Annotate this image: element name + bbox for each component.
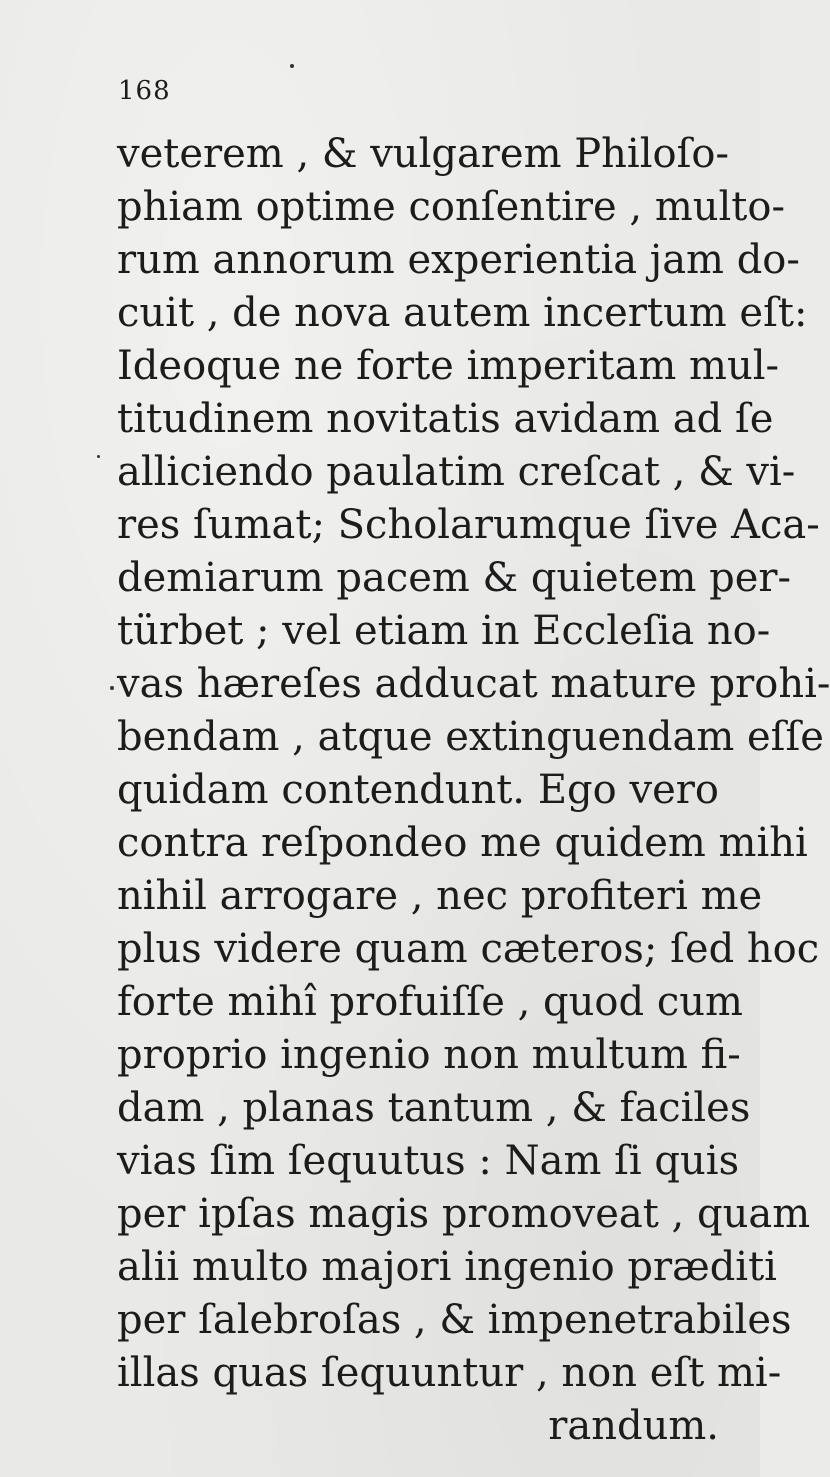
text-line: rum annorum experientia jam do- — [117, 237, 800, 283]
ink-speck — [97, 455, 100, 458]
text-line: vas hæreſes adducat mature prohi- — [117, 661, 830, 707]
text-line: nihil arrogare , nec profiteri me — [117, 873, 763, 919]
text-line: plus videre quam cæteros; ſed hoc — [117, 926, 820, 972]
text-line: proprio ingenio non multum fi- — [117, 1032, 741, 1078]
ink-speck — [290, 64, 294, 68]
text-line: per ipſas magis promoveat , quam — [117, 1191, 811, 1237]
text-line: alliciendo paulatim creſcat , & vi- — [117, 449, 796, 495]
text-line: türbet ; vel etiam in Eccleſia no- — [117, 608, 771, 654]
ink-speck — [110, 686, 114, 690]
text-line-final: randum. — [548, 1403, 719, 1449]
text-line: demiarum pacem & quietem per- — [117, 555, 792, 601]
text-line: titudinem novitatis avidam ad ſe — [117, 396, 774, 442]
text-line: veterem , & vulgarem Philoſo- — [117, 131, 729, 177]
text-line: dam , planas tantum , & faciles — [117, 1085, 751, 1131]
text-line: per ſalebroſas , & impenetrabiles — [117, 1297, 792, 1343]
text-line: phiam optime conſentire , multo- — [117, 184, 785, 230]
text-line: quidam contendunt. Ego vero — [117, 767, 719, 813]
text-line: vias ſim ſequutus : Nam ſi quis — [117, 1138, 740, 1184]
text-line: alii multo majori ingenio præditi — [117, 1244, 777, 1290]
text-line: res ſumat; Scholarumque ſive Aca- — [117, 502, 820, 548]
body-text — [117, 128, 830, 1453]
page-number: 168 — [118, 76, 171, 106]
text-line: contra reſpondeo me quidem mihi — [117, 820, 808, 866]
text-line: forte mihî profuiſſe , quod cum — [117, 979, 743, 1025]
text-line: illas quas ſequuntur , non eſt mi- — [117, 1350, 782, 1396]
text-line: cuit , de nova autem incertum eſt: — [117, 290, 808, 336]
text-line: bendam , atque extinguendam eſſe — [117, 714, 824, 760]
text-line: Ideoque ne forte imperitam mul- — [117, 343, 780, 389]
